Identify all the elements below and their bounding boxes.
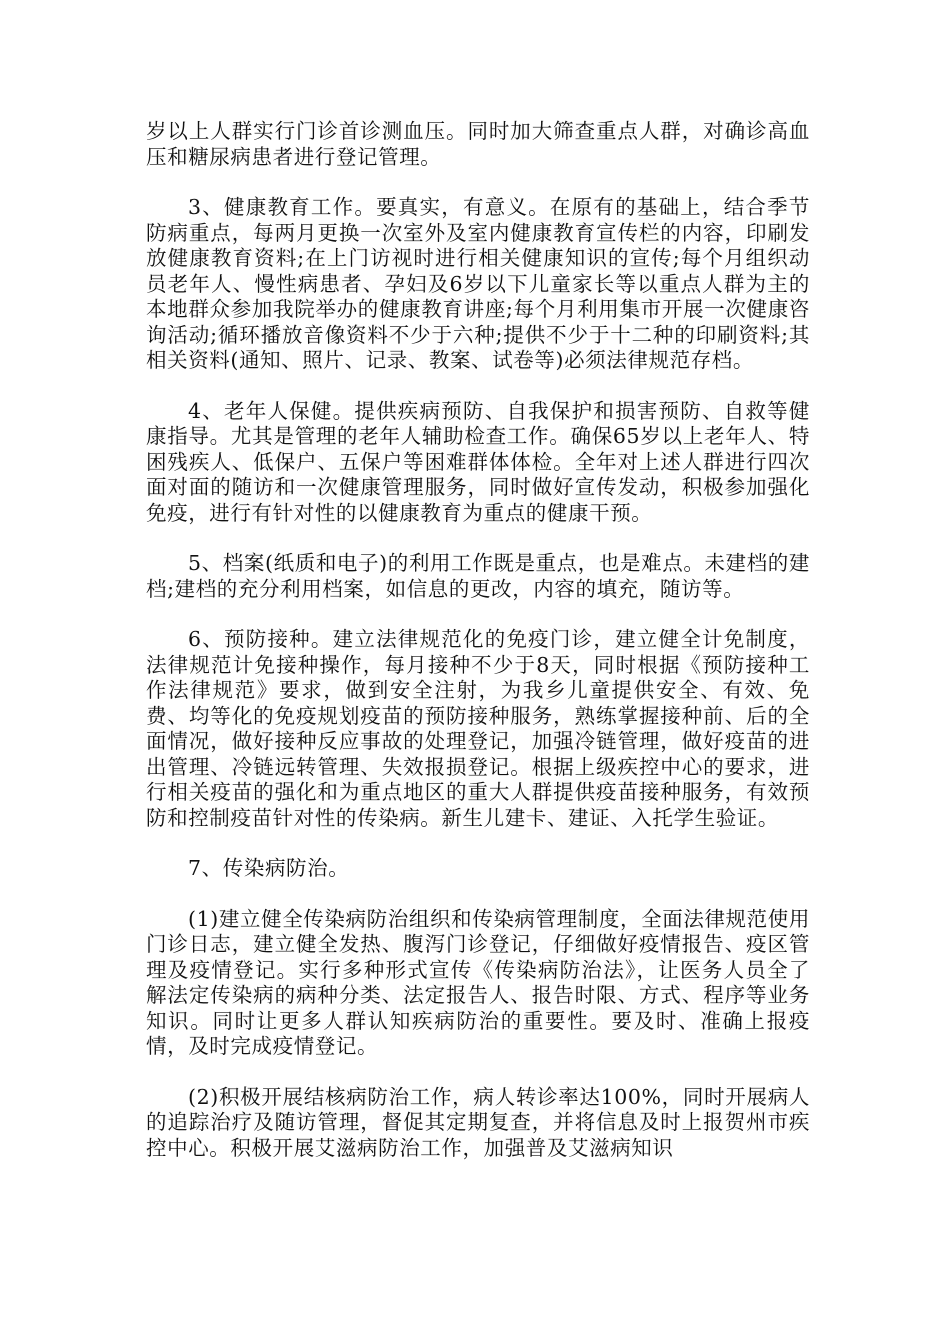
paragraph-vaccination: 6、预防接种。建立法律规范化的免疫门诊，建立健全计免制度，法律规范计免接种操作，每月接种不少于8天，同时根据《预防接种工作法律规范》要求，做到安全注射，为我乡儿童提供安全、有效、免费、均等化的免疫规划疫苗的预防接种服务，熟练掌握接种前、后的全面情况，做好接种反应事故的处理登记，加强冷链管理，做好疫苗的进出管理、冷链远转管理、失效报损登记。根据上级疾控中心的要求，进行相关疫苗的强化和为重点地区的重大人群提供疫苗接种服务，有效预防和控制疫苗针对性的传染病。新生儿建卡、建证、入托学生验证。 — [146, 627, 810, 830]
paragraph-tuberculosis-aids: (2)积极开展结核病防治工作，病人转诊率达100%，同时开展病人的追踪治疗及随访管理，督促其定期复查，并将信息及时上报贺州市疾控中心。积极开展艾滋病防治工作，加强普及艾滋病知识 — [146, 1084, 810, 1160]
paragraph-elderly-care: 4、老年人保健。提供疾病预防、自我保护和损害预防、自救等健康指导。尤其是管理的老年人辅助检查工作。确保65岁以上老年人、特困残疾人、低保户、五保户等困难群体体检。全年对上述人群进行四次面对面的随访和一次健康管理服务，同时做好宣传发动，积极参加强化免疫，进行有针对性的以健康教育为重点的健康干预。 — [146, 398, 810, 525]
paragraph-infectious-disease-heading: 7、传染病防治。 — [188, 856, 350, 880]
document-body — [146, 119, 810, 1186]
paragraph-infectious-disease-management: (1)建立健全传染病防治组织和传染病管理制度，全面法律规范使用门诊日志，建立健全发热、腹泻门诊登记，仔细做好疫情报告、疫区管理及疫情登记。实行多种形式宣传《传染病防治法》，让医务人员全了解法定传染病的病种分类、法定报告人、报告时限、方式、程序等业务知识。同时让更多人群认知疾病防治的重要性。要及时、准确上报疫情，及时完成疫情登记。 — [146, 906, 810, 1058]
paragraph-hypertension-screening: 岁以上人群实行门诊首诊测血压。同时加大筛查重点人群，对确诊高血压和糖尿病患者进行登记管理。 — [146, 119, 810, 169]
paragraph-archives: 5、档案(纸质和电子)的利用工作既是重点，也是难点。未建档的建档;建档的充分利用档案，如信息的更改，内容的填充，随访等。 — [146, 551, 810, 601]
paragraph-health-education: 3、健康教育工作。要真实，有意义。在原有的基础上，结合季节防病重点，每两月更换一次室外及室内健康教育宣传栏的内容，印刷发放健康教育资料;在上门访视时进行相关健康知识的宣传;每个月组织动员老年人、慢性病患者、孕妇及6岁以下儿童家长等以重点人群为主的本地群众参加我院举办的健康教育讲座;每个月利用集市开展一次健康咨询活动;循环播放音像资料不少于六种;提供不少于十二种的印刷资料;其相关资料(通知、照片、记录、教案、试卷等)必须法律规范存档。 — [146, 195, 810, 372]
